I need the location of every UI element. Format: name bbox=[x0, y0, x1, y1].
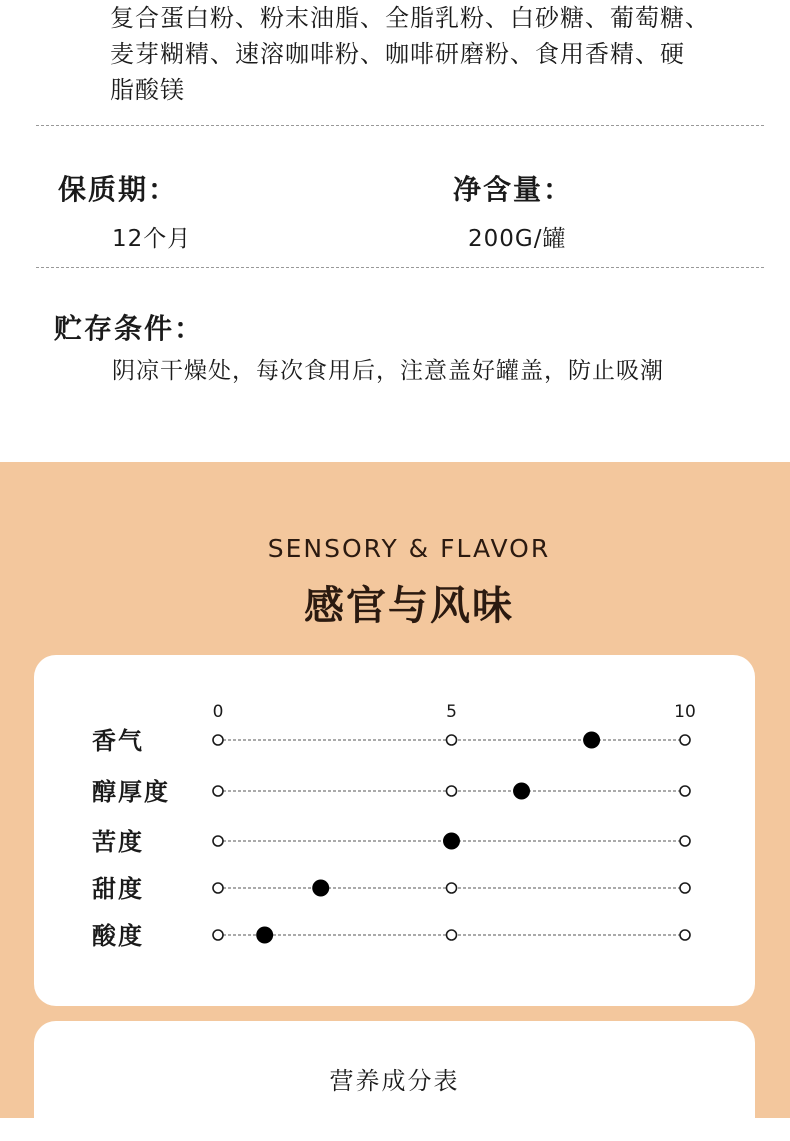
flavor-label: 甜度 bbox=[92, 875, 144, 903]
track-node bbox=[447, 883, 457, 893]
sensory-title-cn: 感官与风味 bbox=[304, 583, 514, 629]
flavor-label: 香气 bbox=[92, 727, 144, 755]
track-node bbox=[213, 786, 223, 796]
track-node bbox=[213, 836, 223, 846]
storage-value: 阴凉干燥处，每次食用后，注意盖好罐盖，防止吸潮 bbox=[112, 358, 664, 384]
track-node bbox=[680, 735, 690, 745]
net-content-value: 200G/罐 bbox=[468, 226, 567, 252]
track-node bbox=[680, 836, 690, 846]
tick-label: 10 bbox=[674, 702, 696, 722]
track-node bbox=[213, 930, 223, 940]
flavor-label: 苦度 bbox=[92, 828, 144, 856]
sensory-title-en: SENSORY & FLAVOR bbox=[267, 534, 551, 563]
divider bbox=[36, 125, 764, 126]
product-info-section bbox=[0, 0, 790, 462]
flavor-card bbox=[34, 655, 755, 1006]
flavor-dot bbox=[583, 732, 600, 749]
track-node bbox=[447, 930, 457, 940]
track-node bbox=[447, 786, 457, 796]
flavor-dot bbox=[256, 927, 273, 944]
flavor-dot bbox=[443, 833, 460, 850]
ingredients-line: 脂酸镁 bbox=[110, 76, 185, 104]
track-node bbox=[447, 735, 457, 745]
flavor-label: 醇厚度 bbox=[92, 778, 170, 806]
flavor-chart bbox=[34, 655, 755, 1006]
storage-label: 贮存条件： bbox=[54, 312, 205, 345]
track-node bbox=[680, 786, 690, 796]
tick-label: 5 bbox=[446, 702, 457, 722]
nutrition-card bbox=[34, 1021, 755, 1141]
ingredients-text bbox=[110, 0, 760, 108]
flavor-label: 酸度 bbox=[92, 922, 144, 950]
track-node bbox=[213, 883, 223, 893]
ingredients-line: 麦芽糊精、速溶咖啡粉、咖啡研磨粉、食用香精、硬 bbox=[110, 40, 685, 68]
track-node bbox=[213, 735, 223, 745]
shelf-life-value: 12个月 bbox=[112, 226, 192, 252]
divider bbox=[36, 267, 764, 268]
flavor-dot bbox=[513, 783, 530, 800]
sensory-section bbox=[0, 462, 790, 1118]
tick-label: 0 bbox=[212, 702, 224, 722]
flavor-dot bbox=[312, 880, 329, 897]
ingredients-line: 复合蛋白粉、粉末油脂、全脂乳粉、白砂糖、葡萄糖、 bbox=[110, 4, 710, 32]
track-node bbox=[680, 930, 690, 940]
net-content-label: 净含量： bbox=[453, 173, 574, 206]
nutrition-title: 营养成分表 bbox=[329, 1067, 460, 1095]
track-node bbox=[680, 883, 690, 893]
shelf-life-label: 保质期： bbox=[58, 173, 179, 206]
